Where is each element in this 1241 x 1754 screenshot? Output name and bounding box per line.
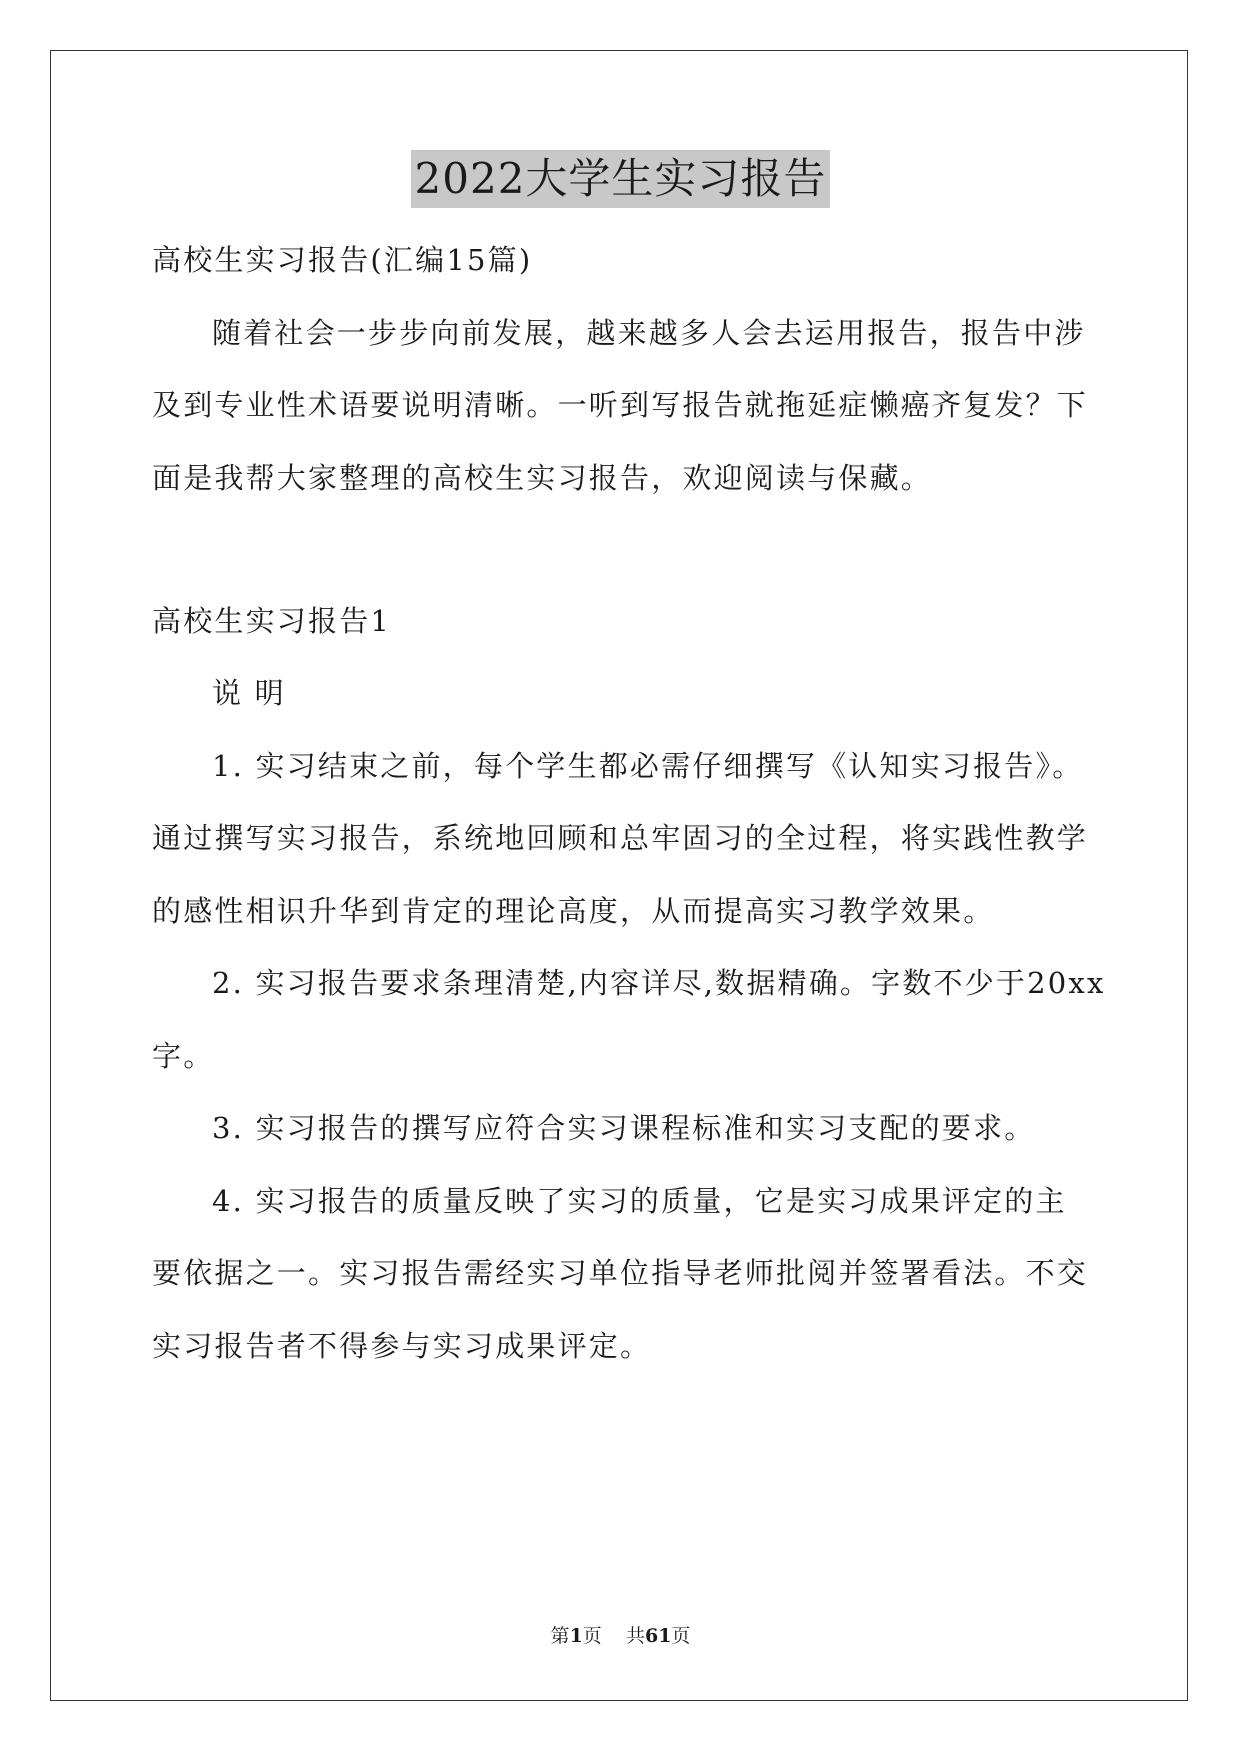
footer-prefix: 第 [550,1625,570,1647]
body-line-9: 实习报告者不得参与实习成果评定。 [152,1329,652,1363]
intro-line-2: 及到专业性术语要说明清晰。一听到写报告就拖延症懒癌齐复发？下 [152,388,1089,422]
note-heading: 说 明 [212,676,286,710]
document-subtitle: 高校生实习报告(汇编15篇) [152,243,533,277]
body-line-6: 3. 实习报告的撰写应符合实习课程标准和实习支配的要求。 [212,1111,1036,1145]
page-border [50,50,1188,1701]
body-line-3: 的感性相识升华到肯定的理论高度，从而提高实习教学效果。 [152,894,995,928]
intro-line-1: 随着社会一步步向前发展，越来越多人会去运用报告，报告中涉 [212,316,1086,350]
body-line-2: 通过撰写实习报告，系统地回顾和总牢固习的全过程，将实践性教学 [152,821,1089,855]
body-line-5: 字。 [152,1039,215,1073]
page-footer [0,1623,1241,1649]
footer-suffix: 页 [671,1625,691,1647]
section-heading: 高校生实习报告1 [152,604,392,638]
intro-line-3: 面是我帮大家整理的高校生实习报告，欢迎阅读与保藏。 [152,461,933,495]
footer-total-pages: 61 [644,1625,672,1647]
body-line-4: 2. 实习报告要求条理清楚,内容详尽,数据精确。字数不少于20xx [212,966,1106,1000]
footer-page-number: 1 [569,1625,583,1647]
title-container [0,150,1241,208]
footer-mid: 页 共 [582,1625,645,1647]
body-line-7: 4. 实习报告的质量反映了实习的质量，它是实习成果评定的主 [212,1184,1067,1218]
body-line-8: 要依据之一。实习报告需经实习单位指导老师批阅并签署看法。不交 [152,1256,1089,1290]
document-title: 2022大学生实习报告 [411,150,831,208]
body-line-1: 1. 实习结束之前，每个学生都必需仔细撰写《认知实习报告》。 [212,749,1084,783]
